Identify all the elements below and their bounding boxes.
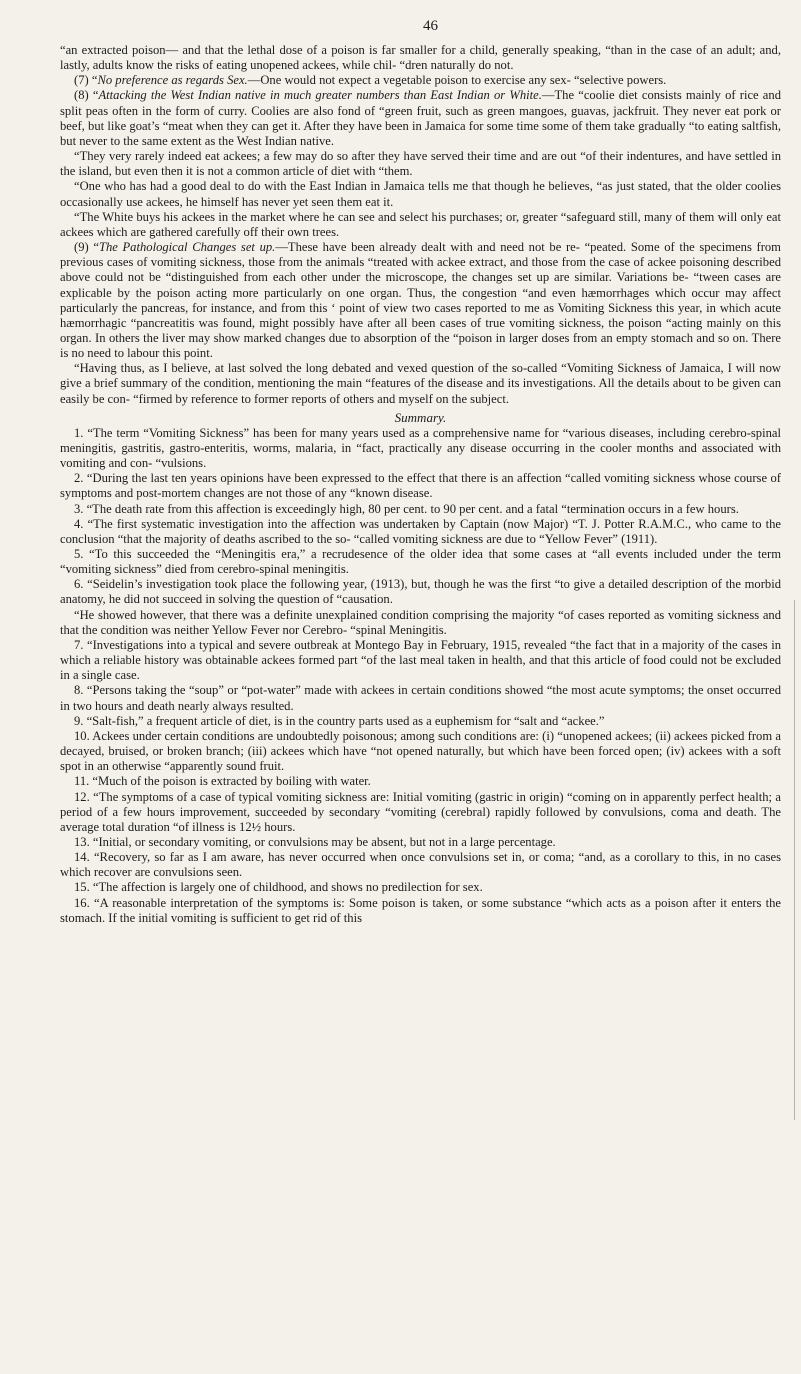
- item-prefix: (8) “: [74, 88, 99, 103]
- summary-item: 6. “Seidelin’s investigation took place the following year, (1913), but, though he was the first “to give a detailed description of the morbid anatomy, he did not succeed in solving the question of “causation.: [60, 577, 781, 607]
- paragraph: “an extracted poison— and that the lethal dose of a poison is far smaller for a child, generally speaking, “than in the case of an adult; and, lastly, adults know the risks of eating unopened ackees, while chil- “dren naturally do not.: [60, 43, 781, 73]
- summary-item: 2. “During the last ten years opinions have been expressed to the effect that there is an affection “called vomiting sickness whose course of symptoms and post-mortem changes are not those of any “known disease.: [60, 471, 781, 501]
- item-text: —One would not expect a vegetable poison to exercise any sex- “selective powers.: [247, 73, 667, 88]
- summary-item: 3. “The death rate from this affection is exceedingly high, 80 per cent. to 90 per cent. and a fatal “termination occurs in a few hours.: [74, 501, 739, 516]
- summary-item: 10. Ackees under certain conditions are undoubtedly poisonous; among such conditions are: (i) “unopened ackees; (ii) ackees picked from a decayed, bruised, or broken branch; (iii) ackees which have “not opened naturally, but which have been forced open; (iv) ackees with a soft spot in an otherwise “apparently sound fruit.: [60, 728, 781, 774]
- paragraph: “They very rarely indeed eat ackees; a few may do so after they have served their time and are out “of their indentures, and have settled in the island, but even then it is not a common article of diet with “them.: [60, 149, 781, 179]
- summary-item: 14. “Recovery, so far as I am aware, has never occurred when once convulsions set in, or coma; “and, as a corollary to this, in no cases which recover are convulsions seen.: [60, 850, 781, 880]
- item-text: —These have been already dealt with and need not be re- “peated. Some of the specimens from previous cases of vomiting sickness, those from the animals “treated with ackee extract, and those from the case of ackee poisoning described above could not be “distinguished from each other under the microscope, the changes set up are similar. Variations be- “tween cases are explicable by the poison acting more particularly on one organ. Thus, the congestion “and even hæmorrhages which occur may affect particularly the pancreas, for instance, and from this ‘ point of view two cases reported to me as Vomiting Sickness this year, in which acute hæmorrhagic “pancreatitis was found, might possibly have after all been cases of true vomiting sickness, the poison “acting mainly on this organ. In others the liver may show marked changes due to absorption of the “poison in larger doses from an empty stomach and so on. There is no need to labour this point.: [60, 240, 781, 361]
- summary-item: 1. “The term “Vomiting Sickness” has been for many years used as a comprehensive name for “various diseases, including cerebro-spinal meningitis, gastritis, gastro-enteritis, worms, malaria, in “fact, practically any disease occurring in the cooler months and associated with vomiting and con- “vulsions.: [60, 425, 781, 471]
- summary-item: 8. “Persons taking the “soup” or “pot-water” made with ackees in certain conditions showed “the most acute symptoms; the onset occurred in two hours and death nearly always resulted.: [60, 683, 781, 713]
- summary-item: 9. “Salt-fish,” a frequent article of diet, is in the country parts used as a euphemism for “salt and “ackee.”: [74, 713, 605, 728]
- summary-item: 16. “A reasonable interpretation of the symptoms is: Some poison is taken, or some substance “which acts as a poison after it enters the stomach. If the initial vomiting is sufficient to get rid of this: [60, 895, 781, 925]
- paragraph: “The White buys his ackees in the market where he can see and select his purchases; or, greater “safeguard still, many of them will only eat ackees which are gathered carefully off their own trees.: [60, 209, 781, 239]
- summary-heading: Summary.: [394, 409, 447, 425]
- summary-item: 12. “The symptoms of a case of typical vomiting sickness are: Initial vomiting (gastric in origin) “coming on in apparently perfect health; a period of a few hours improvement, succeeded by secondary “vomiting (cerebral) rapidly followed by convulsions, coma and death. The average total duration “of illness is 12½ hours.: [60, 789, 781, 834]
- summary-item: 7. “Investigations into a typical and severe outbreak at Montego Bay in February, 1915, revealed “the fact that in a majority of the cases in which a reliable history was obtainable ackees formed part “of the last meal taken in health, and that this article of food could not be excluded in a single case.: [60, 637, 781, 683]
- summary-item: 4. “The first systematic investigation into the affection was undertaken by Captain (now Major) “T. J. Potter R.A.M.C., who came to the conclusion “that the majority of deaths ascribed to the so- “called vomiting sickness are due to “Yellow Fever” (1911).: [60, 516, 781, 546]
- paragraph-item-7: [60, 73, 781, 88]
- item-prefix: (7) “: [74, 73, 98, 88]
- item-text: —The “coolie diet consists mainly of rice and split peas often in the form of curry. Coolies are also fond of “green fruit, such as green mangoes, guavas, jackfruit. They never eat pork or beef, but like goat’s “meat when they can get it. After they have been in Jamaica for some time some of them take gradually “to eating saltfish, but never to the same extent as the West Indian native.: [60, 88, 781, 148]
- body-text-before-summary: [60, 43, 781, 407]
- summary-item: 15. “The affection is largely one of childhood, and shows no predilection for sex.: [74, 880, 483, 895]
- summary-item: “He showed however, that there was a definite unexplained condition comprising the majority “of cases reported as vomiting sickness and that the condition was neither Yellow Fever nor Cerebro- “spinal Meningitis.: [60, 607, 781, 637]
- paragraph-item-8: [60, 88, 781, 149]
- item-title: Attacking the West Indian native in much greater numbers than East Indian or White.: [98, 88, 542, 103]
- summary-item: 13. “Initial, or secondary vomiting, or convulsions may be absent, but not in a large percentage.: [74, 834, 556, 849]
- page-edge-mark: [794, 600, 795, 1120]
- paragraph: “One who has had a good deal to do with the East Indian in Jamaica tells me that though he believes, “as just stated, that the older coolies occasionally use ackees, he himself has never yet seen them eat it.: [60, 179, 781, 209]
- item-title: No preference as regards Sex.: [97, 73, 248, 88]
- page-number: 46: [423, 18, 438, 34]
- paragraph: “Having thus, as I believe, at last solved the long debated and vexed question of the so-called “Vomiting Sickness of Jamaica, I will now give a brief summary of the condition, mentioning the main “features of the disease and its investigations. All the details about to be given can easily be con- “firmed by reference to former reports of others and myself on the subject.: [60, 361, 781, 406]
- summary-item: 5. “To this succeeded the “Meningitis era,” a recrudesence of the older idea that some cases at “all events included under the term “vomiting sickness” died from cerebro-spinal meningitis.: [60, 547, 781, 577]
- paragraph-item-9: [60, 240, 781, 361]
- summary-list: [60, 426, 781, 926]
- summary-item: 11. “Much of the poison is extracted by boiling with water.: [74, 774, 371, 789]
- item-prefix: (9) “: [74, 240, 99, 255]
- item-title: The Pathological Changes set up.: [98, 240, 276, 255]
